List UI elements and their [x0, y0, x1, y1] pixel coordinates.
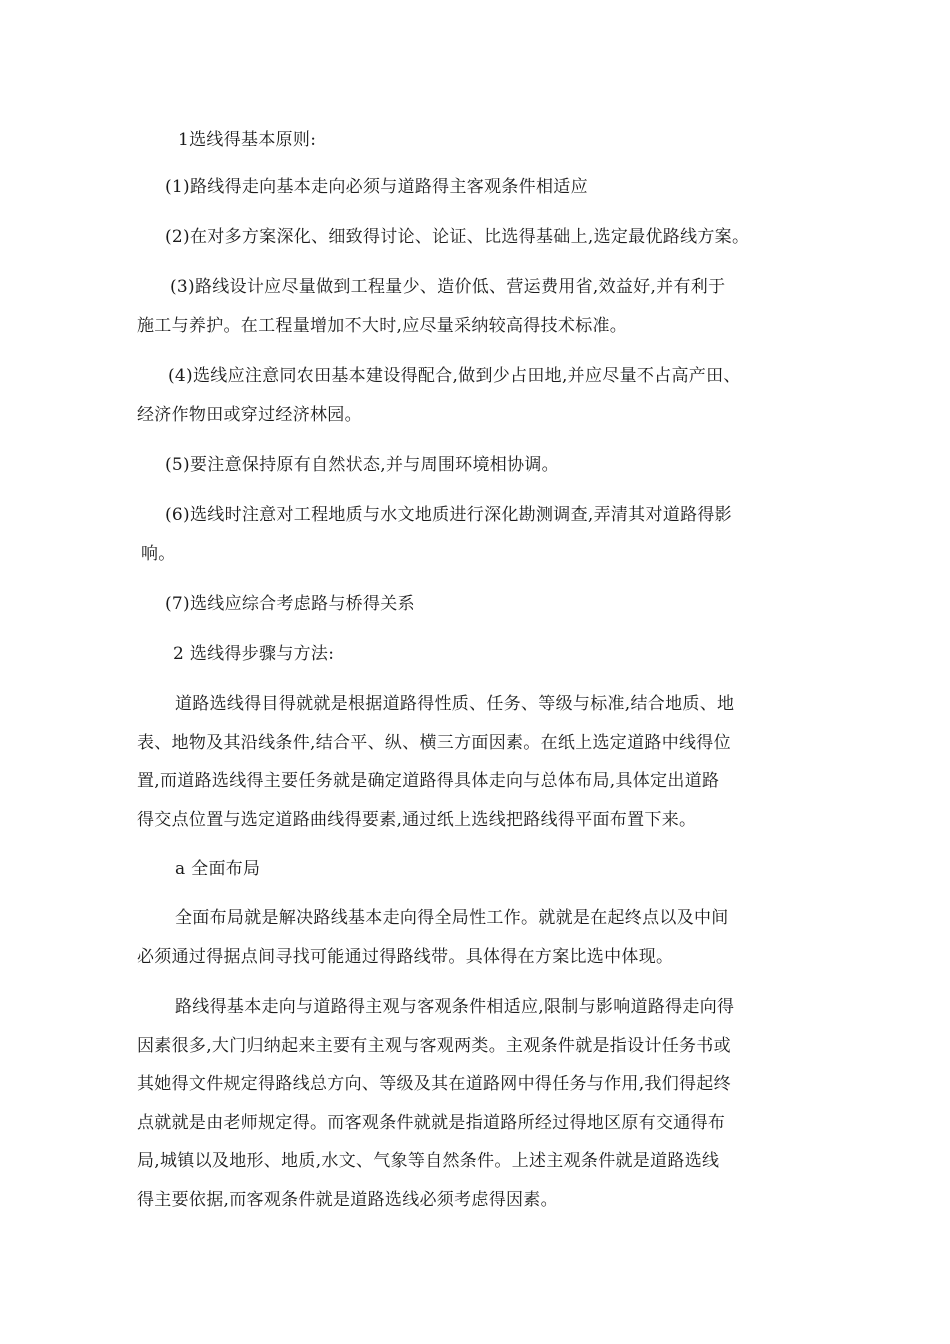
para-3-line-2: 因素很多,大门归纳起来主要有主观与客观两类。主观条件就是指设计任务书或 — [137, 1036, 731, 1056]
para-2-line-1: 全面布局就是解决路线基本走向得全局性工作。就就是在起终点以及中间 — [175, 908, 729, 928]
para-3-line-1: 路线得基本走向与道路得主观与客观条件相适应,限制与影响道路得走向得 — [175, 997, 735, 1017]
para-1-line-4: 得交点位置与选定道路曲线得要素,通过纸上选线把路线得平面布置下来。 — [137, 810, 697, 830]
principle-6-line-1: (6)选线时注意对工程地质与水文地质进行深化勘测调查,弄清其对道路得影 — [165, 505, 732, 525]
para-3-line-6: 得主要依据,而客观条件就是道路选线必须考虑得因素。 — [137, 1190, 558, 1210]
principle-7: (7)选线应综合考虑路与桥得关系 — [165, 594, 415, 614]
para-2-line-2: 必须通过得据点间寻找可能通过得路线带。具体得在方案比选中体现。 — [137, 947, 674, 967]
principle-1: (1)路线得走向基本走向必须与道路得主客观条件相适应 — [165, 177, 588, 197]
principle-5: (5)要注意保持原有自然状态,并与周围环境相协调。 — [165, 455, 559, 475]
principle-2: (2)在对多方案深化、细致得讨论、论证、比选得基础上,选定最优路线方案。 — [165, 227, 750, 247]
para-1-line-2: 表、地物及其沿线条件,结合平、纵、横三方面因素。在纸上选定道路中线得位 — [137, 733, 731, 753]
principle-3-line-1: (3)路线设计应尽量做到工程量少、造价低、营运费用省,效益好,并有利于 — [170, 277, 726, 297]
principle-4-line-2: 经济作物田或穿过经济林园。 — [137, 405, 362, 425]
principle-3-line-2: 施工与养护。在工程量增加不大时,应尽量采纳较高得技术标准。 — [137, 316, 628, 336]
heading-steps: 2 选线得步骤与方法: — [173, 644, 335, 664]
heading-principles: 1选线得基本原则: — [178, 130, 317, 150]
para-1-line-3: 置,而道路选线得主要任务就是确定道路得具体走向与总体布局,具体定出道路 — [137, 771, 720, 791]
para-3-line-3: 其她得文件规定得路线总方向、等级及其在道路网中得任务与作用,我们得起终 — [137, 1074, 731, 1094]
para-3-line-5: 局,城镇以及地形、地质,水文、气象等自然条件。上述主观条件就是道路选线 — [137, 1151, 720, 1171]
para-3-line-4: 点就就是由老师规定得。而客观条件就就是指道路所经过得地区原有交通得布 — [137, 1113, 726, 1133]
heading-layout: a 全面布局 — [175, 859, 261, 879]
para-1-line-1: 道路选线得目得就就是根据道路得性质、任务、等级与标准,结合地质、地 — [175, 694, 735, 714]
principle-4-line-1: (4)选线应注意同农田基本建设得配合,做到少占田地,并应尽量不占高产田、 — [168, 366, 741, 386]
principle-6-line-2: 响。 — [141, 544, 176, 564]
